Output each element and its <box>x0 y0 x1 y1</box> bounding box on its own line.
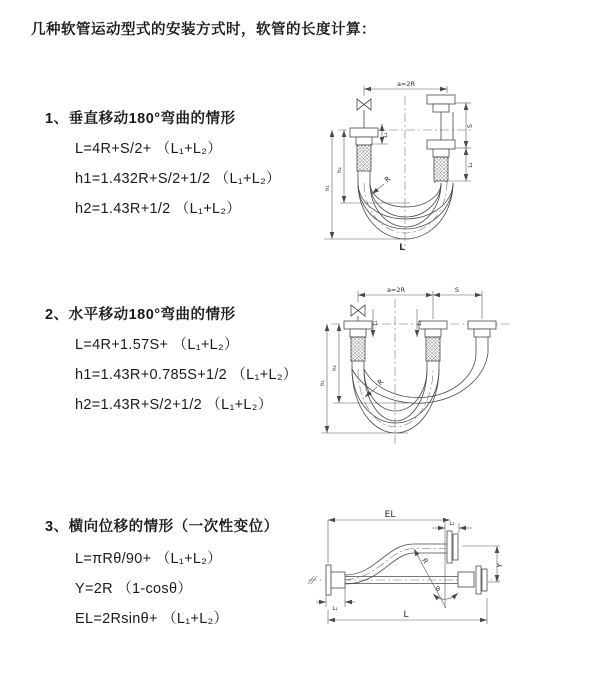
section-2-heading: 2、水平移动180°弯曲的情形 <box>45 307 236 323</box>
dim-label-y: Y <box>495 562 505 569</box>
dim-label-el: EL <box>384 510 396 520</box>
section-1-heading: 1、垂直移动180°弯曲的情形 <box>45 111 236 127</box>
section-2-formula-l: L=4R+1.57S+ （L₁+L₂） <box>75 337 239 353</box>
diagram-horizontal-180-bend <box>313 283 600 463</box>
left-fitting <box>350 128 378 183</box>
dim-label-l1: L₁ <box>373 320 379 326</box>
section-2-formula-h2: h2=1.43R+S/2+1/2 （L₁+L₂） <box>75 397 273 413</box>
middle-fitting <box>419 321 447 369</box>
hose-u-bend <box>358 183 453 239</box>
radius-label: R <box>420 556 430 566</box>
dim-label-l1: L₁ <box>332 606 338 612</box>
section-3-formula-l: L=πRθ/90+ （L₁+L₂） <box>75 551 222 567</box>
dim-label-s: S <box>454 286 460 294</box>
dim-label-s: S <box>466 123 474 129</box>
upper-flange <box>447 531 458 563</box>
radius-line <box>414 549 446 608</box>
right-fitting-shifted <box>468 321 496 353</box>
length-label: L <box>399 243 405 253</box>
left-flange <box>326 565 345 595</box>
dim-label-l1: L₁ <box>383 132 389 138</box>
diagram-lateral-displacement <box>300 506 600 638</box>
hose-u-bend <box>352 353 488 433</box>
section-3-formula-y: Y=2R （1-cosθ） <box>75 581 193 597</box>
valve-icon <box>357 99 371 128</box>
diagram-vertical-180-bend <box>318 78 493 258</box>
section-3-heading: 3、横向位移的情形（一次性变位） <box>45 519 279 535</box>
radius-label: R <box>376 377 386 388</box>
dim-label-h1: h₁ <box>320 380 326 386</box>
valve-icon <box>351 305 365 321</box>
section-1-formula-h2: h2=1.43R+1/2 （L₁+L₂） <box>75 201 242 217</box>
radius-label: R <box>383 174 393 185</box>
left-fitting <box>344 321 372 369</box>
section-1-formula-h1: h1=1.432R+S/2+1/2 （L₁+L₂） <box>75 171 281 187</box>
page-title: 几种软管运动型式的安装方式时，软管的长度计算： <box>31 22 376 38</box>
dim-label-l2: L₂ <box>449 521 455 527</box>
dim-label-l: L <box>403 610 409 620</box>
dim-label-l2: L₂ <box>468 162 474 168</box>
theta-arc <box>433 593 458 599</box>
section-3-formula-el: EL=2Rsinθ+ （L₁+L₂） <box>75 611 229 627</box>
dim-label-h1: h₁ <box>325 185 331 191</box>
right-fitting <box>427 95 455 183</box>
hose-s-curve <box>345 544 447 584</box>
dim-label-a2r: a=2R <box>396 80 416 88</box>
dim-label-a2r: a=2R <box>386 286 406 294</box>
theta-label: θ <box>436 585 440 593</box>
dim-label-h2: h₂ <box>337 167 343 173</box>
section-1-formula-l: L=4R+S/2+ （L₁+L₂） <box>75 141 223 157</box>
section-2-formula-h1: h1=1.43R+0.785S+1/2 （L₁+L₂） <box>75 367 298 383</box>
dim-label-h2: h₂ <box>332 365 338 371</box>
dim-label-l2: L₂ <box>417 320 423 326</box>
